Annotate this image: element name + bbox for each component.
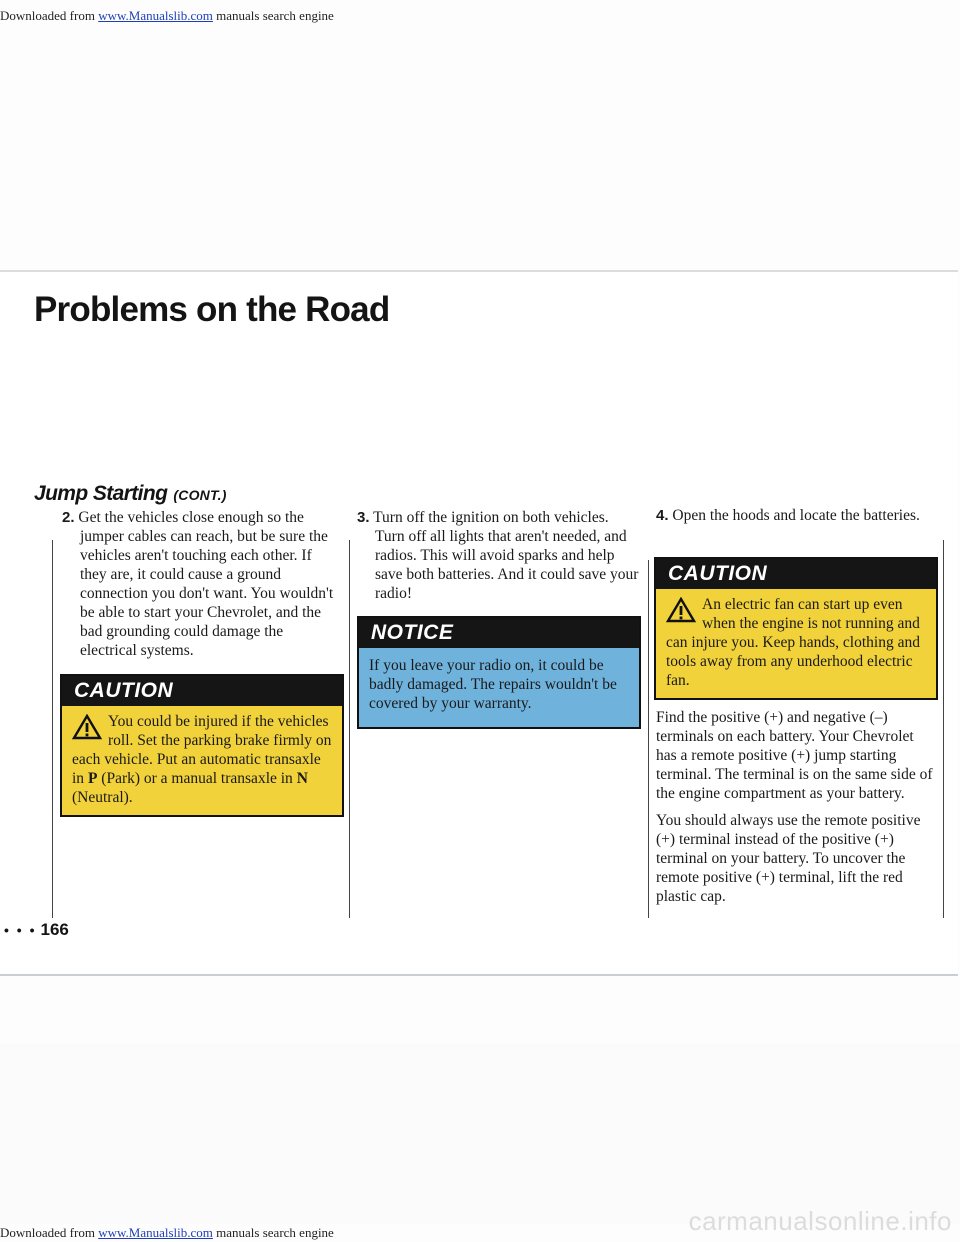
caution-box-fan: [654, 557, 938, 700]
warning-triangle-icon: [666, 597, 696, 623]
step-number: 2.: [62, 509, 75, 526]
section-title: Jump Starting: [34, 482, 168, 505]
step-text: Open the hoods and locate the batteries.: [672, 507, 920, 524]
download-source-header: Downloaded from www.Manualslib.com manuals search engine: [0, 8, 334, 23]
caution-body: You could be injured if the vehicles roll. Set the parking brake firmly on each vehicle. Put an automatic transaxle in P (Park) or a manual transaxle in N (Neutral).: [62, 706, 342, 815]
step-number: 4.: [656, 507, 669, 524]
column-rule-right-b: [943, 540, 944, 918]
paragraph-terminals: Find the positive (+) and negative (–) terminals on each battery. Your Chevrolet has a remote positive (+) jump starting terminal. The terminal is on the same side of the engine compartment as your battery.: [656, 709, 933, 802]
lower-band: [0, 1044, 960, 1224]
column-step-2: [62, 508, 342, 660]
column-rule-middle: [349, 540, 350, 918]
page-title: Problems on the Road: [34, 290, 390, 329]
caution-header: CAUTION: [62, 676, 342, 706]
warning-triangle-icon: [72, 714, 102, 740]
caution-box-rolling: [60, 674, 344, 817]
step-text: Get the vehicles close enough so the jumper cables can reach, but be sure the vehicles aren't touching each other. If they are, it could cause a ground connection you don't want. You wouldn't be able to start your Chevrolet, and the bad grounding could damage the electrical systems.: [78, 509, 334, 659]
column-step-4: [656, 506, 938, 525]
notice-body: If you leave your radio on, it could be badly damaged. The repairs wouldn't be covered by your warranty.: [359, 648, 639, 727]
notice-header: NOTICE: [359, 618, 639, 648]
manualslib-link[interactable]: www.Manualslib.com: [98, 8, 213, 23]
caution-header: CAUTION: [656, 559, 936, 589]
column-terminal-info: [656, 708, 938, 914]
caution-body: An electric fan can start up even when the engine is not running and can injure you. Keep hands, clothing and tools away from any underhood electric fan.: [656, 589, 936, 698]
step-2: [62, 508, 342, 660]
step-text: Turn off the ignition on both vehicles. Turn off all lights that aren't needed, and radios. This will avoid sparks and help save both batteries. And it could save your radio!: [373, 509, 639, 602]
page-number-dots: • • •: [4, 922, 37, 938]
column-step-3: [357, 508, 639, 603]
step-3: [357, 508, 639, 603]
page-number: • • • 166: [4, 920, 69, 939]
step-number: 3.: [357, 509, 370, 526]
section-continued: (CONT.): [173, 487, 227, 503]
manualslib-link[interactable]: www.Manualslib.com: [98, 1225, 213, 1240]
step-4: [656, 506, 938, 525]
notice-box-radio: [357, 616, 641, 729]
section-heading: [34, 482, 227, 506]
paragraph-remote-terminal: You should always use the remote positive (+) terminal instead of the positive (+) terminal on your battery. To uncover the remote positive (+) terminal, lift the red plastic cap.: [656, 812, 921, 905]
column-rule-left: [52, 540, 53, 918]
column-rule-right-a: [648, 560, 649, 918]
download-source-footer: Downloaded from www.Manualslib.com manuals search engine: [0, 1225, 334, 1240]
watermark: carmanualsonline.info: [688, 1206, 952, 1236]
